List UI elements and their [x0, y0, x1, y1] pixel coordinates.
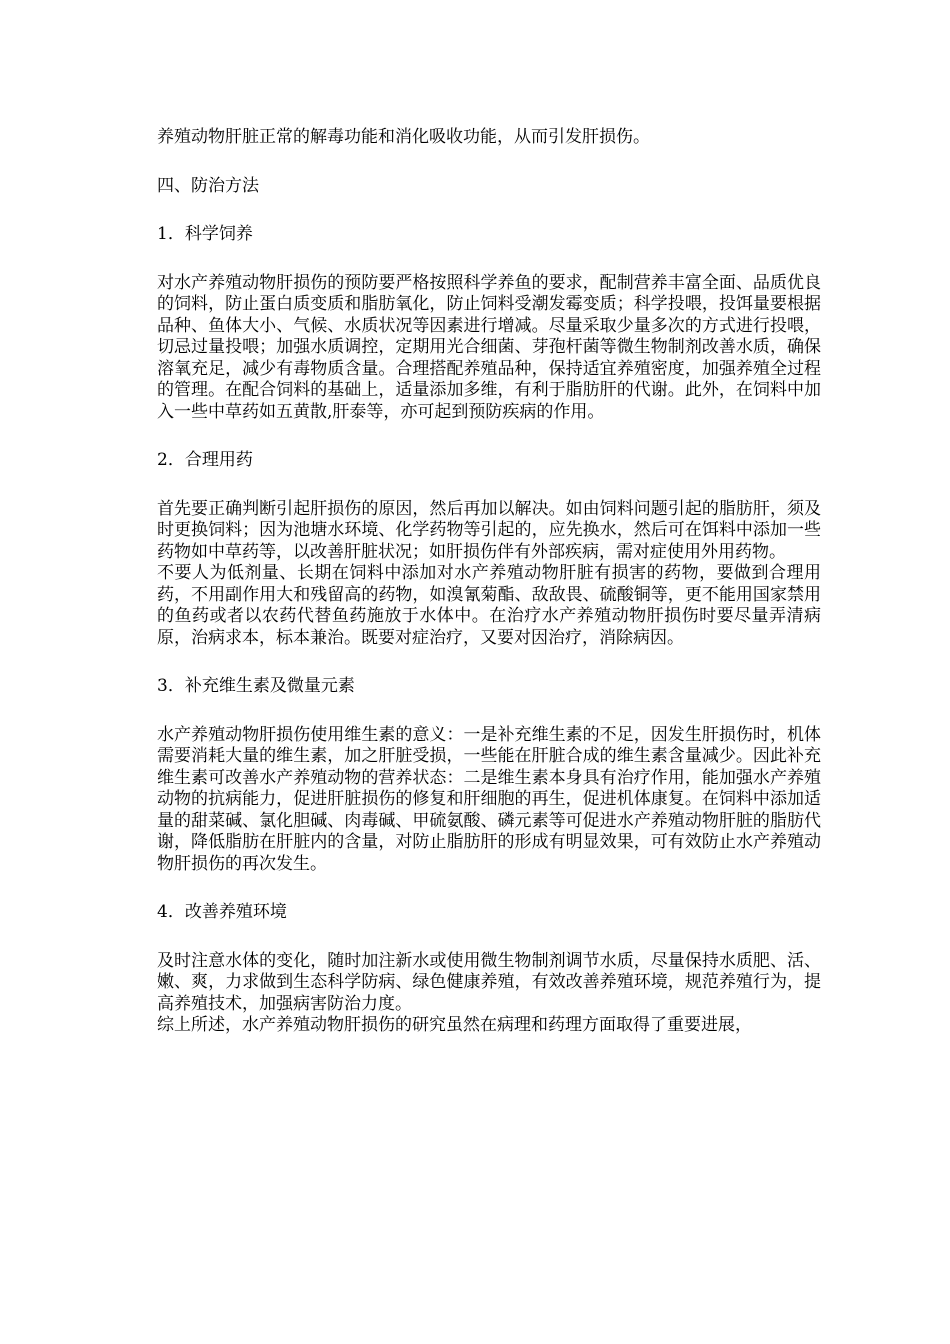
- intro-paragraph-end: 养殖动物肝脏正常的解毒功能和消化吸收功能，从而引发肝损伤。: [157, 127, 650, 147]
- spacer: [157, 197, 821, 224]
- document-body: [157, 127, 821, 1037]
- spacer: [157, 246, 821, 273]
- subheading-rational-medication: 2．合理用药: [157, 450, 253, 470]
- paragraph-scientific-feeding: 对水产养殖动物肝损伤的预防要严格按照科学养鱼的要求，配制营养丰富全面、品质优良的饲料，防止蛋白质变质和脂肪氧化，防止饲料受潮发霉变质；科学投喂，投饵量要根据品种、鱼体大小、气候、水质状况等因素进行增减。尽量采取少量多次的方式进行投喂，切忌过量投喂；加强水质调控，定期用光合细菌、芽孢杆菌等微生物制剂改善水质，确保溶氧充足，减少有毒物质含量。合理搭配养殖品种，保持适宜养殖密度，加强养殖全过程的管理。在配合饲料的基础上，适量添加多维，有利于脂肪肝的代谢。此外，在饲料中加入一些中草药如五黄散,肝泰等，亦可起到预防疾病的作用。: [157, 272, 821, 422]
- paragraph-improve-environment: 及时注意水体的变化，随时加注新水或使用微生物制剂调节水质，尽量保持水质肥、活、嫩、爽，力求做到生态科学防病、绿色健康养殖，有效改善养殖环境，规范养殖行为，提高养殖技术，加强病害防治力度。: [157, 950, 821, 1014]
- spacer: [157, 149, 821, 176]
- subheading-scientific-feeding: 1．科学饲养: [157, 224, 253, 244]
- section-heading-prevention-methods: 四、防治方法: [157, 175, 259, 196]
- paragraph-rational-medication-a: 首先要正确判断引起肝损伤的原因，然后再加以解决。如由饲料问题引起的脂肪肝，须及时更换饲料；因为池塘水环境、化学药物等引起的，应先换水，然后可在饵料中添加一些药物如中草药等，以改善肝脏状况；如肝损伤伴有外部疾病，需对症使用外用药物。: [157, 498, 821, 562]
- paragraph-conclusion-start: 综上所述，水产养殖动物肝损伤的研究虽然在病理和药理方面取得了重要进展，: [157, 1015, 752, 1035]
- spacer: [157, 924, 821, 951]
- subheading-vitamins-trace-elements: 3．补充维生素及微量元素: [157, 676, 355, 696]
- subheading-improve-environment: 4．改善养殖环境: [157, 902, 287, 922]
- spacer: [157, 649, 821, 676]
- spacer: [157, 698, 821, 725]
- spacer: [157, 472, 821, 499]
- paragraph-vitamins-trace-elements: 水产养殖动物肝损伤使用维生素的意义：一是补充维生素的不足，因发生肝损伤时，机体需要消耗大量的维生素，加之肝脏受损，一些能在肝脏合成的维生素含量减少。因此补充维生素可改善水产养殖动物的营养状态：二是维生素本身具有治疗作用，能加强水产养殖动物的抗病能力，促进肝脏损伤的修复和肝细胞的再生，促进机体康复。在饲料中添加适量的甜菜碱、氯化胆碱、肉毒碱、甲硫氨酸、磷元素等可促进水产养殖动物肝脏的脂肪代谢，降低脂肪在肝脏内的含量，对防止脂肪肝的形成有明显效果，可有效防止水产养殖动物肝损伤的再次发生。: [157, 724, 821, 874]
- spacer: [157, 423, 821, 450]
- spacer: [157, 875, 821, 902]
- paragraph-rational-medication-b: 不要人为低剂量、长期在饲料中添加对水产养殖动物肝脏有损害的药物，要做到合理用药，不用副作用大和残留高的药物，如溴氰菊酯、敌敌畏、硫酸铜等，更不能用国家禁用的鱼药或者以农药代替鱼药施放于水体中。在治疗水产养殖动物肝损伤时要尽量弄清病原，治病求本，标本兼治。既要对症治疗，又要对因治疗，消除病因。: [157, 563, 821, 648]
